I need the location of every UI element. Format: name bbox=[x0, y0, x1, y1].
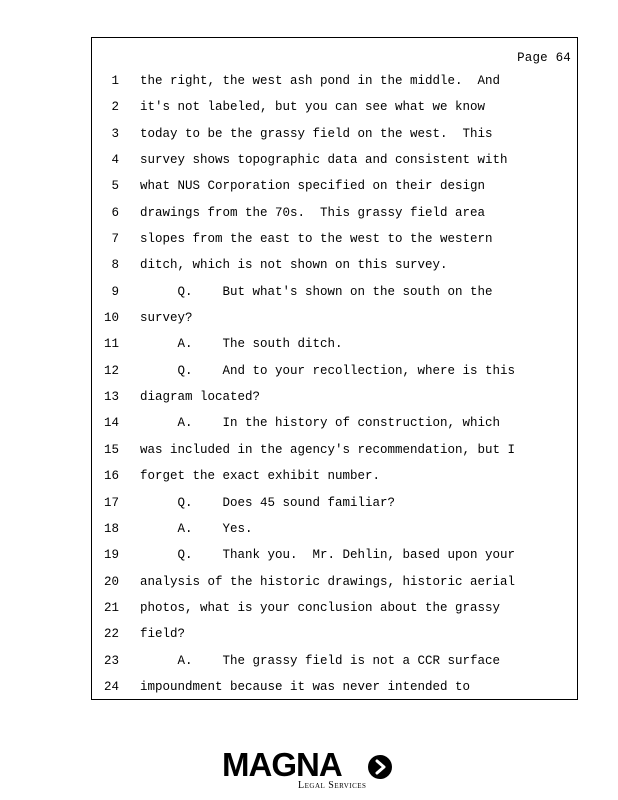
line-number: 9 bbox=[111, 284, 119, 299]
line-text: Q. And to your recollection, where is this bbox=[140, 363, 516, 378]
line-text: impoundment because it was never intended to bbox=[140, 679, 471, 694]
line-number: 15 bbox=[103, 442, 119, 457]
transcript-line bbox=[92, 308, 577, 334]
transcript-line bbox=[92, 677, 577, 703]
line-number: 22 bbox=[103, 627, 119, 642]
transcript-lines bbox=[92, 71, 577, 703]
line-text: survey? bbox=[140, 311, 193, 326]
line-number: 20 bbox=[103, 574, 119, 589]
transcript-line bbox=[92, 413, 577, 439]
line-number: 14 bbox=[103, 416, 119, 431]
line-number: 11 bbox=[103, 337, 119, 352]
line-number: 5 bbox=[111, 179, 119, 194]
transcript-line bbox=[92, 598, 577, 624]
line-number: 21 bbox=[103, 600, 119, 615]
line-text: survey shows topographic data and consistent with bbox=[140, 153, 508, 168]
line-text: ditch, which is not shown on this survey. bbox=[140, 258, 448, 273]
line-number: 1 bbox=[111, 74, 119, 88]
transcript-line bbox=[92, 203, 577, 229]
transcript-line bbox=[92, 334, 577, 360]
line-number: 19 bbox=[103, 548, 119, 563]
line-text: it's not labeled, but you can see what we know bbox=[140, 100, 486, 115]
transcript-line bbox=[92, 440, 577, 466]
transcript-line bbox=[92, 466, 577, 492]
transcript-line bbox=[92, 493, 577, 519]
line-text: Q. Thank you. Mr. Dehlin, based upon your bbox=[140, 548, 516, 563]
transcript-line bbox=[92, 651, 577, 677]
line-number: 24 bbox=[103, 679, 119, 694]
line-number: 18 bbox=[103, 521, 119, 536]
transcript-line bbox=[92, 229, 577, 255]
line-text: diagram located? bbox=[140, 390, 261, 405]
line-number: 7 bbox=[111, 232, 119, 247]
transcript-line bbox=[92, 545, 577, 571]
line-number: 10 bbox=[103, 311, 119, 326]
line-number: 8 bbox=[111, 258, 119, 273]
line-text: what NUS Corporation specified on their design bbox=[140, 179, 486, 194]
line-number: 3 bbox=[111, 126, 119, 141]
line-text: A. The grassy field is not a CCR surface bbox=[140, 653, 501, 668]
line-number: 13 bbox=[103, 390, 119, 405]
transcript-line bbox=[92, 624, 577, 650]
transcript-line bbox=[92, 572, 577, 598]
transcript-line bbox=[92, 519, 577, 545]
line-text: was included in the agency's recommendation, but I bbox=[140, 442, 516, 457]
line-text: slopes from the east to the west to the western bbox=[140, 232, 493, 247]
transcript-page bbox=[91, 37, 578, 700]
transcript-line bbox=[92, 176, 577, 202]
logo-wordmark: MAGNA bbox=[222, 746, 342, 783]
line-text: drawings from the 70s. This grassy field area bbox=[140, 205, 486, 220]
transcript-line bbox=[92, 97, 577, 123]
transcript-line bbox=[92, 255, 577, 281]
line-number: 4 bbox=[111, 153, 119, 168]
line-text: A. In the history of construction, which bbox=[140, 416, 501, 431]
line-text: today to be the grassy field on the west. This bbox=[140, 126, 493, 141]
line-text: Q. But what's shown on the south on the bbox=[140, 284, 493, 299]
line-text: A. Yes. bbox=[140, 521, 253, 536]
line-number: 23 bbox=[103, 653, 119, 668]
line-text: field? bbox=[140, 627, 186, 642]
line-text: photos, what is your conclusion about the grassy bbox=[140, 600, 501, 615]
transcript-line bbox=[92, 71, 577, 97]
arrow-circle-icon bbox=[368, 755, 392, 779]
page-number: Page 64 bbox=[517, 51, 571, 65]
transcript-line bbox=[92, 361, 577, 387]
line-number: 12 bbox=[103, 363, 119, 378]
line-number: 17 bbox=[103, 495, 119, 510]
line-number: 2 bbox=[111, 100, 119, 115]
magna-logo bbox=[222, 748, 397, 792]
line-number: 6 bbox=[111, 205, 119, 220]
transcript-line bbox=[92, 282, 577, 308]
line-text: forget the exact exhibit number. bbox=[140, 469, 381, 484]
line-text: A. The south ditch. bbox=[140, 337, 343, 352]
line-text: the right, the west ash pond in the middle. And bbox=[140, 74, 501, 88]
transcript-line bbox=[92, 387, 577, 413]
line-text: analysis of the historic drawings, historic aerial bbox=[140, 574, 516, 589]
logo-subtitle: Legal Services bbox=[298, 780, 367, 791]
line-number: 16 bbox=[103, 469, 119, 484]
line-text: Q. Does 45 sound familiar? bbox=[140, 495, 396, 510]
transcript-line bbox=[92, 150, 577, 176]
transcript-line bbox=[92, 124, 577, 150]
